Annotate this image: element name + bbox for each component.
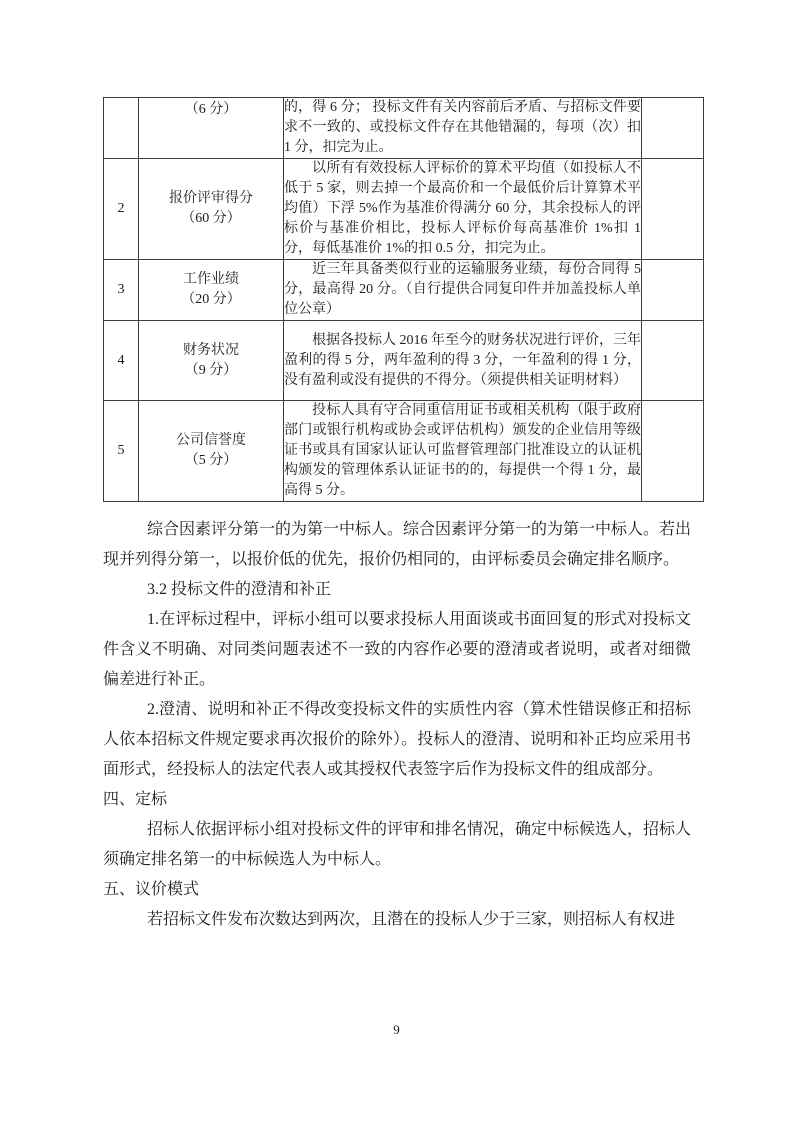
row-number-cell: 5	[104, 401, 139, 502]
criterion-title: 工作业绩	[183, 272, 239, 287]
note-cell	[642, 401, 704, 502]
row-number-cell: 3	[104, 260, 139, 321]
criterion-name-cell	[139, 321, 284, 401]
clause-heading-3-2: 3.2 投标文件的澄清和补正	[147, 581, 332, 598]
row-number-cell: 4	[104, 321, 139, 401]
criterion-name-cell	[139, 401, 284, 502]
criterion-desc-cell	[284, 401, 642, 502]
section-heading-negotiation: 五、议价模式	[103, 881, 200, 898]
row-number-cell: 2	[104, 159, 139, 260]
table-row	[104, 98, 704, 159]
criterion-desc: 以所有有效投标人评标价的算术平均值（如投标人不低于 5 家，则去掉一个最高价和一个最低价后计算算术平均值）下浮 5%作为基准价得满分 60 分，其余投标人的评标价与基准价相比，投标人评标价每高基准价 1%扣 1 分，每低基准价 1%的扣 0.5 分，扣完为止。	[284, 161, 641, 256]
paragraph-clarification-2: 2.澄清、说明和补正不得改变投标文件的实质性内容（算术性错误修正和招标人依本招标文件规定要求再次报价的除外）。投标人的澄清、说明和补正均应采用书面形式，经投标人的法定代表人或其授权代表签字后作为投标文件的组成部分。	[103, 701, 691, 778]
table-row	[104, 401, 704, 502]
section-heading-award: 四、定标	[103, 791, 168, 808]
criterion-score: （6 分）	[184, 102, 238, 117]
table-row	[104, 321, 704, 401]
criterion-name-cell	[139, 98, 284, 159]
criterion-score: （20 分）	[181, 292, 241, 307]
evaluation-criteria-table	[103, 97, 704, 502]
criterion-desc: 近三年具备类似行业的运输服务业绩，每份合同得 5 分，最高得 20 分。（自行提供合同复印件并加盖投标人单位公章）	[284, 262, 641, 317]
criterion-score: （5 分）	[184, 453, 238, 468]
note-cell	[642, 260, 704, 321]
criterion-name-cell	[139, 260, 284, 321]
criterion-score: （60 分）	[181, 211, 241, 226]
row-number-cell	[104, 98, 139, 159]
paragraph-winner-determination: 综合因素评分第一的为第一中标人。综合因素评分第一的为第一中标人。若出现并列得分第一，以报价低的优先，报价仍相同的，由评标委员会确定排名顺序。	[103, 521, 692, 568]
criterion-title: 报价评审得分	[169, 191, 253, 206]
criterion-title: 公司信誉度	[176, 433, 246, 448]
paragraph-award: 招标人依据评标小组对投标文件的评审和排名情况，确定中标候选人，招标人须确定排名第一的中标候选人为中标人。	[103, 821, 692, 868]
paragraph-negotiation: 若招标文件发布次数达到两次，且潜在的投标人少于三家，则招标人有权进	[147, 911, 676, 928]
criterion-score: （9 分）	[184, 362, 238, 378]
criterion-desc-cell	[284, 321, 642, 401]
note-cell	[642, 159, 704, 260]
note-cell	[642, 98, 704, 159]
criterion-desc-cell	[284, 260, 642, 321]
criterion-desc-cell	[284, 159, 642, 260]
body-text	[103, 515, 691, 935]
table-row	[104, 260, 704, 321]
page-number: 9	[393, 1022, 400, 1037]
criterion-desc: 的，得 6 分； 投标文件有关内容前后矛盾、与招标文件要求不一致的、或投标文件存在其他错漏的，每项（次）扣 1 分，扣完为止。	[284, 100, 641, 155]
criterion-desc: 投标人具有守合同重信用证书或相关机构（限于政府部门或银行机构或协会或评估机构）颁发的企业信用等级证书或具有国家认证认可监督管理部门批准设立的认证机构颁发的管理体系认证证书的的，每提供一个得 1 分，最高得 5 分。	[284, 403, 641, 498]
criterion-desc-cell	[284, 98, 642, 159]
criterion-name-cell	[139, 159, 284, 260]
table-row	[104, 159, 704, 260]
note-cell	[642, 321, 704, 401]
criterion-desc: 根据各投标人 2016 年至今的财务状况进行评价，三年盈利的得 5 分，两年盈利的得 3 分，一年盈利的得 1 分，没有盈利或没有提供的不得分。（须提供相关证明材料）	[284, 332, 641, 388]
paragraph-clarification-1: 1.在评标过程中，评标小组可以要求投标人用面谈或书面回复的形式对投标文件含义不明确、对同类问题表述不一致的内容作必要的澄清或者说明，或者对细微偏差进行补正。	[103, 611, 691, 688]
criterion-title: 财务状况	[183, 342, 239, 358]
